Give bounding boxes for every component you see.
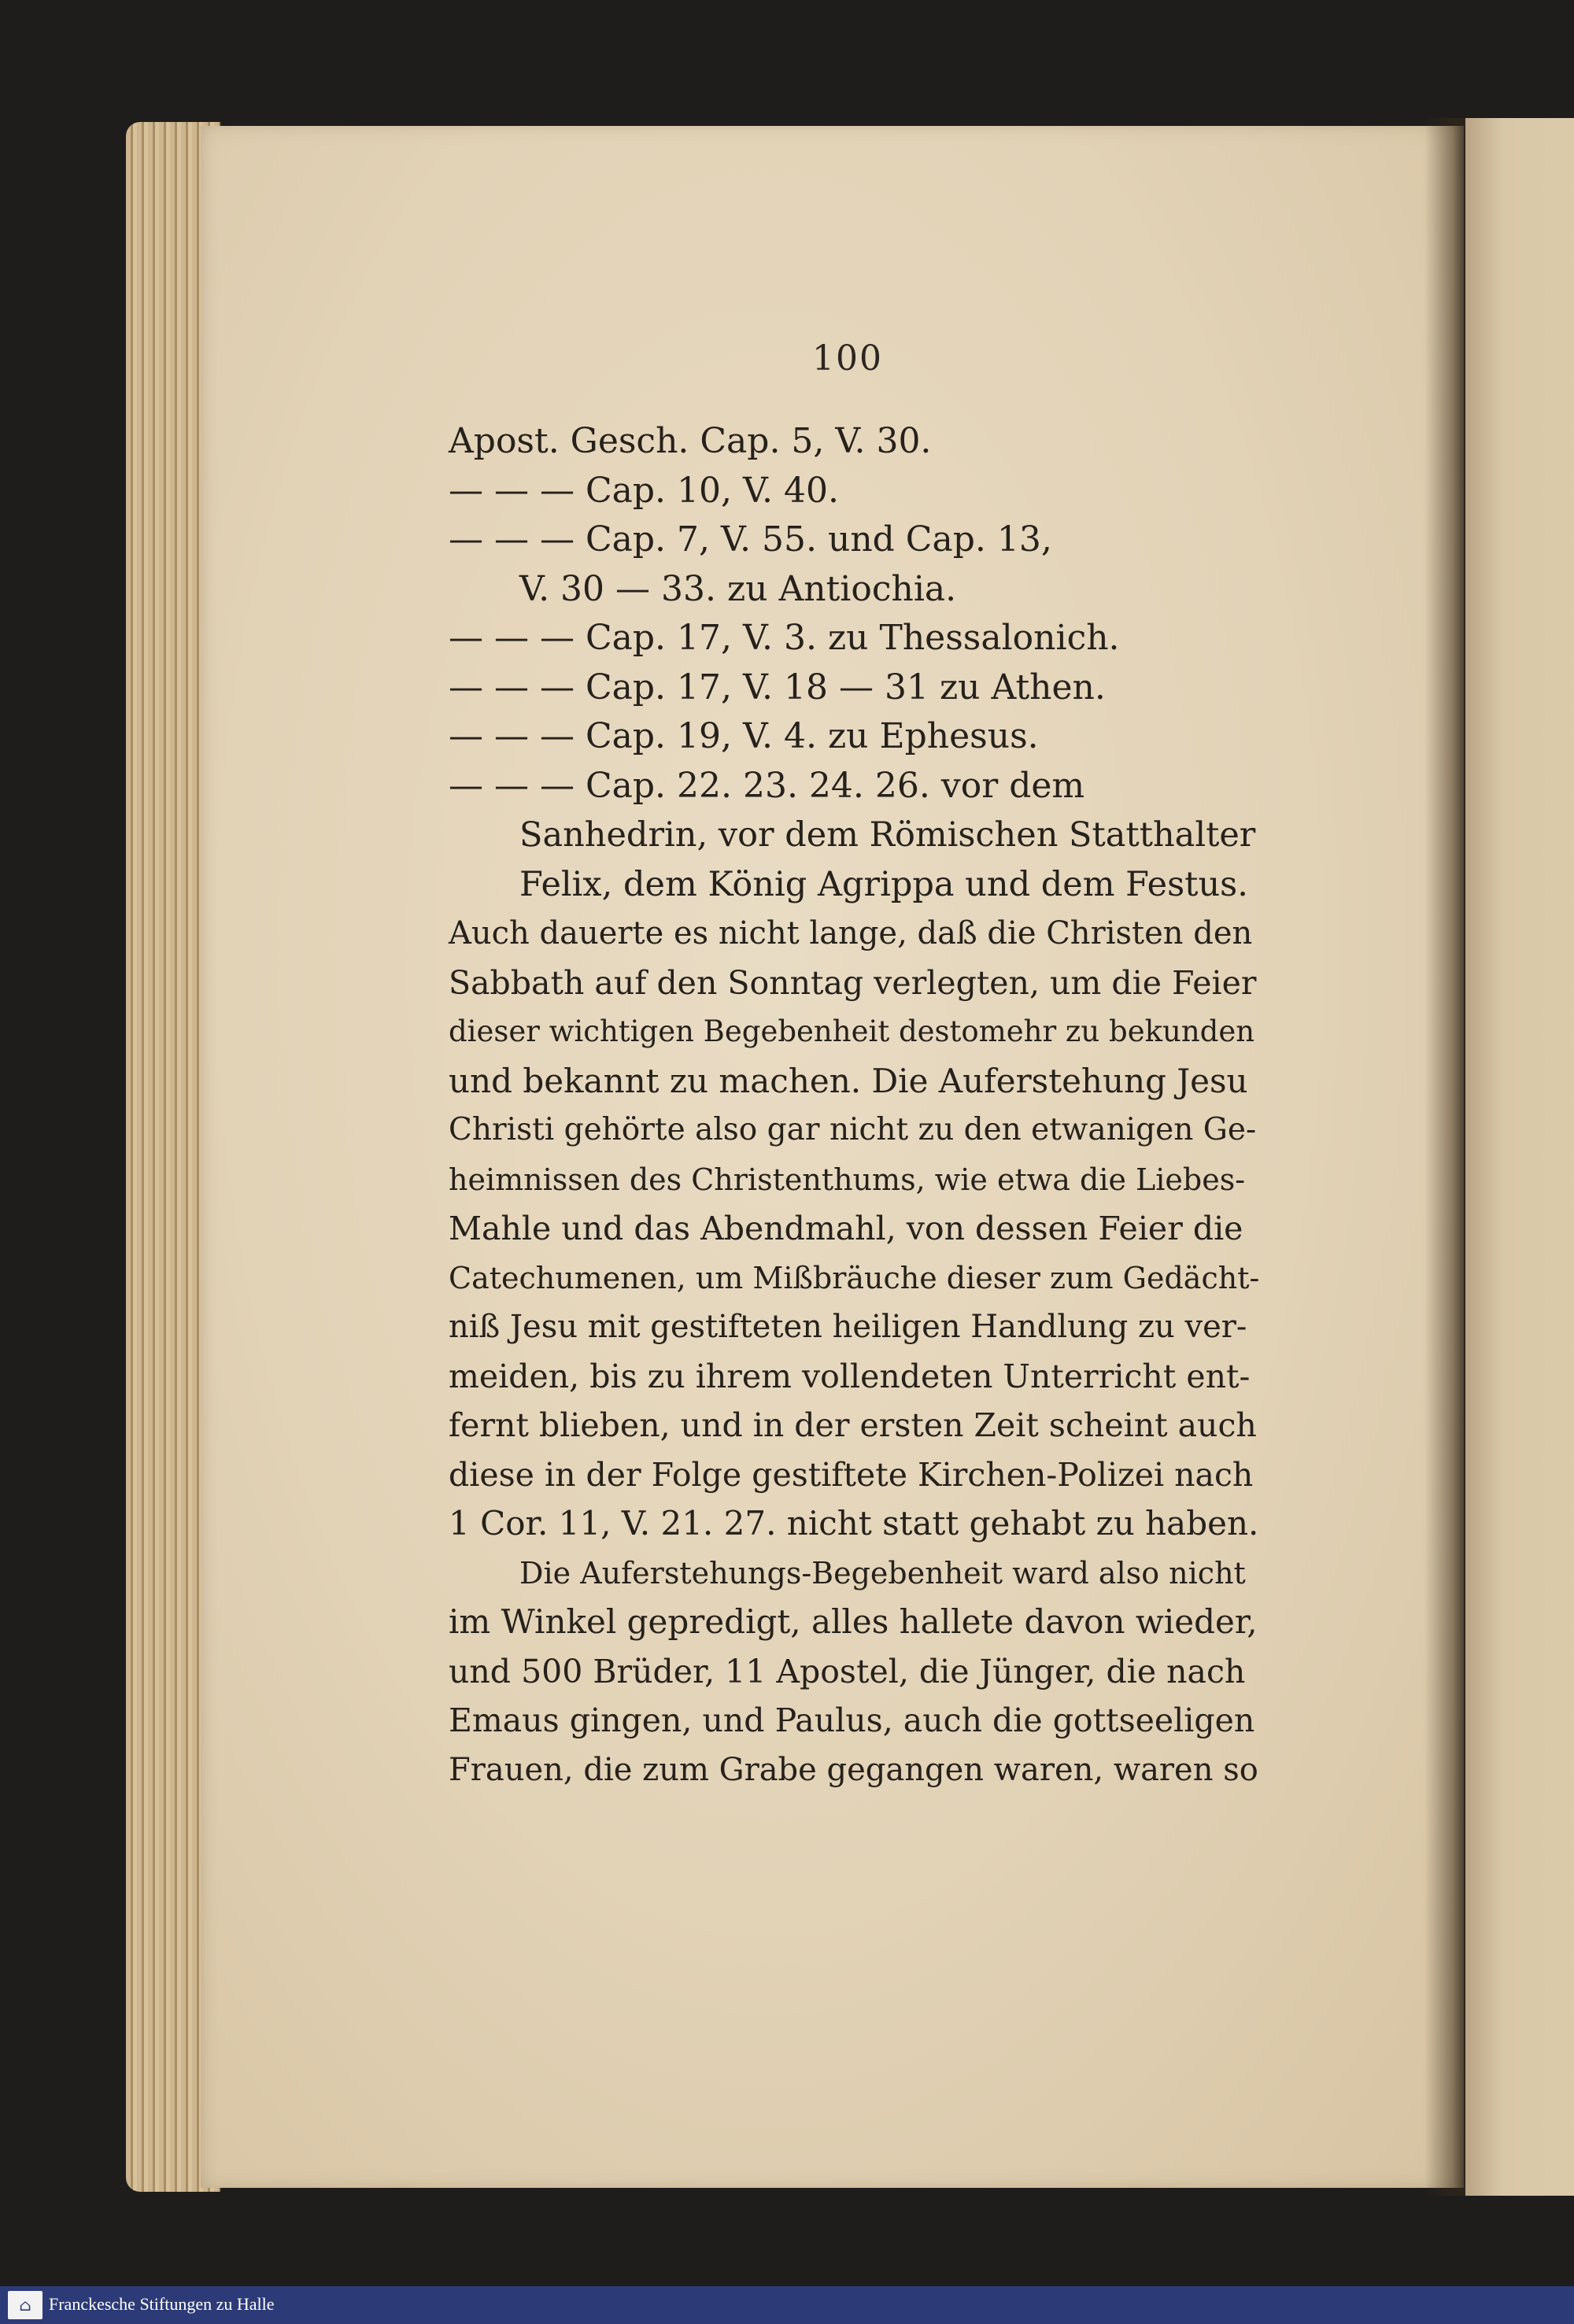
text-line: 1 Cor. 11, V. 21. 27. nicht statt gehabt zu haben.	[449, 1504, 1259, 1543]
text-line: heimnissen des Christenthums, wie etwa die Liebes-	[449, 1162, 1246, 1197]
footer-bar	[0, 2286, 1574, 2324]
text-line: Emaus gingen, und Paulus, auch die gottseeligen	[449, 1701, 1255, 1739]
text-line: dieser wichtigen Begebenheit destomehr zu bekunden	[449, 1014, 1255, 1048]
text-line: Mahle und das Abendmahl, von dessen Feier die	[449, 1210, 1243, 1247]
text-line: und 500 Brüder, 11 Apostel, die Jünger, die nach	[449, 1652, 1246, 1690]
text-line: meiden, bis zu ihrem vollendeten Unterricht ent-	[449, 1357, 1251, 1395]
text-line: Christi gehörte also gar nicht zu den etwanigen Ge-	[449, 1112, 1257, 1147]
text-line: Catechumenen, um Mißbräuche dieser zum Gedächt-	[449, 1260, 1260, 1295]
text-line: Sabbath auf den Sonntag verlegten, um die Feier	[449, 963, 1257, 1002]
text-line: Sanhedrin, vor dem Römischen Statthalter	[519, 815, 1256, 855]
text-line: — — — Cap. 7, V. 55. und Cap. 13,	[449, 519, 1052, 560]
page-text	[449, 417, 1259, 1794]
text-line: — — — Cap. 22. 23. 24. 26. vor dem	[449, 765, 1085, 806]
text-line: V. 30 — 33. zu Antiochia.	[519, 568, 957, 609]
text-line: niß Jesu mit gestifteten heiligen Handlung zu ver-	[449, 1309, 1247, 1345]
institution-name: Franckesche Stiftungen zu Halle	[49, 2294, 275, 2314]
text-line: fernt blieben, und in der ersten Zeit scheint auch	[449, 1406, 1257, 1444]
text-line: im Winkel gepredigt, alles hallete davon wieder,	[449, 1602, 1258, 1641]
text-line: — — — Cap. 19, V. 4. zu Ephesus.	[449, 716, 1039, 756]
text-line: Die Auferstehungs-Begebenheit ward also nicht	[519, 1555, 1246, 1591]
text-line: — — — Cap. 10, V. 40.	[449, 470, 839, 511]
text-line: diese in der Folge gestiftete Kirchen-Polizei nach	[449, 1455, 1254, 1494]
francke-logo-icon: ⌂	[8, 2291, 42, 2319]
page-number: 100	[812, 338, 883, 379]
text-line: Felix, dem König Agrippa und dem Festus.	[519, 864, 1248, 904]
text-line: und bekannt zu machen. Die Auferstehung Jesu	[449, 1061, 1248, 1100]
text-line: Apost. Gesch. Cap. 5, V. 30.	[449, 421, 932, 461]
text-line: Auch dauerte es nicht lange, daß die Christen den	[449, 915, 1253, 951]
text-line: Frauen, die zum Grabe gegangen waren, waren so	[449, 1751, 1258, 1788]
text-line: — — — Cap. 17, V. 3. zu Thessalonich.	[449, 618, 1120, 658]
text-line: — — — Cap. 17, V. 18 — 31 zu Athen.	[449, 667, 1106, 708]
facing-page	[1465, 118, 1574, 2196]
book-gutter	[1424, 118, 1472, 2196]
